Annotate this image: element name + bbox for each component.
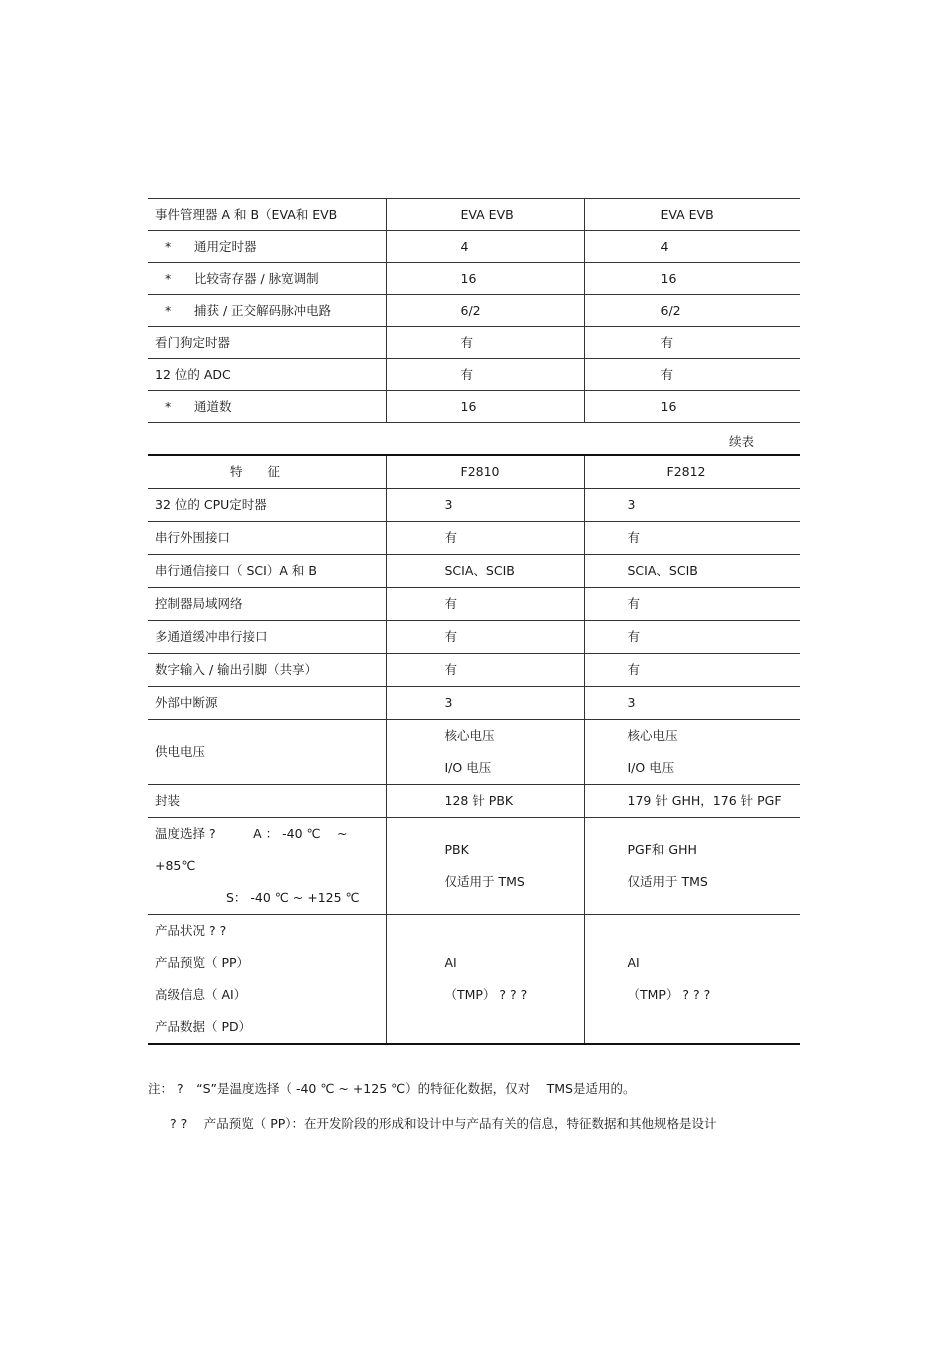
row-label: 多通道缓冲串行接口 xyxy=(148,620,386,653)
row-label-text: 事件管理器 A 和 B（EVA和 EVB xyxy=(155,206,338,222)
row-value-f2812: SCIA、SCIB xyxy=(584,554,800,587)
header-feature: 特 征 xyxy=(148,455,386,488)
table-header-row xyxy=(148,455,800,488)
status-label-pd: 产品数据（ PD） xyxy=(155,1018,252,1034)
row-label: 控制器局域网络 xyxy=(148,587,386,620)
row-label xyxy=(148,327,386,359)
status-label-title: 产品状况 ? ? xyxy=(155,922,227,938)
power-f2812-io: I/O 电压 xyxy=(627,759,675,775)
temperature-f2810-pkg: PBK xyxy=(444,841,469,857)
table-row xyxy=(148,295,800,327)
row-label xyxy=(148,295,386,327)
table-row xyxy=(148,554,800,587)
row-value-f2810: 有 xyxy=(386,359,584,391)
row-value-f2810: 有 xyxy=(386,653,584,686)
table-row-package xyxy=(148,784,800,817)
row-label-text: 12 位的 ADC xyxy=(155,366,231,382)
table-row xyxy=(148,488,800,521)
row-label: 32 位的 CPU定时器 xyxy=(148,488,386,521)
row-label: 串行外围接口 xyxy=(148,521,386,554)
temperature-label-a-cont: +85℃ xyxy=(155,857,196,873)
bullet-mark: * xyxy=(165,302,172,318)
row-label-text: 看门狗定时器 xyxy=(155,334,231,350)
row-value-f2810: 有 xyxy=(386,521,584,554)
row-label-text: 通用定时器 xyxy=(194,238,257,254)
header-f2810: F2810 xyxy=(386,455,584,488)
table-row-temperature xyxy=(148,817,800,914)
continued-label: 续表 xyxy=(729,434,755,449)
table-row xyxy=(148,686,800,719)
power-label: 供电电压 xyxy=(148,719,386,784)
table-row xyxy=(148,653,800,686)
row-value-f2810: 有 xyxy=(386,587,584,620)
bullet-mark: * xyxy=(165,270,172,286)
row-label xyxy=(148,359,386,391)
row-value-f2812: 有 xyxy=(584,521,800,554)
table-row xyxy=(148,391,800,423)
power-f2810-core: 核心电压 xyxy=(444,727,495,743)
temperature-f2810-note: 仅适用于 TMS xyxy=(444,873,525,889)
row-label-text: 通道数 xyxy=(194,398,232,414)
row-label-text: 捕获 / 正交解码脉冲电路 xyxy=(194,302,332,318)
table-row xyxy=(148,359,800,391)
status-f2810-tmp: （TMP） ? ? ? xyxy=(444,986,528,1002)
status-f2810 xyxy=(386,914,584,1044)
temperature-f2812-pkg: PGF和 GHH xyxy=(627,841,697,857)
status-label xyxy=(148,914,386,1044)
row-label: 串行通信接口（ SCI）A 和 B xyxy=(148,554,386,587)
power-f2812-core: 核心电压 xyxy=(627,727,678,743)
row-value-f2812: 有 xyxy=(584,587,800,620)
table-row-status xyxy=(148,914,800,1044)
row-label xyxy=(148,263,386,295)
row-value-f2812: 3 xyxy=(584,686,800,719)
row-label-text: 比较寄存器 / 脉宽调制 xyxy=(194,270,319,286)
row-value-f2810: 6/2 xyxy=(386,295,584,327)
row-value-f2810: EVA EVB xyxy=(386,199,584,231)
features-table-part2 xyxy=(148,454,800,1045)
row-value-f2812: 16 xyxy=(584,263,800,295)
row-label: 数字输入 / 输出引脚（共享） xyxy=(148,653,386,686)
row-label: 外部中断源 xyxy=(148,686,386,719)
note-line-1: 注： ? “S”是温度选择（ -40 ℃ ~ +125 ℃）的特征化数据，仅对 TMS是适用的。 xyxy=(148,1081,636,1096)
status-f2812-tmp: （TMP） ? ? ? xyxy=(627,986,711,1002)
note-line-2: ? ? 产品预览（ PP）：在开发阶段的形成和设计中与产品有关的信息，特征数据和其他规格是设计 xyxy=(170,1116,717,1131)
temperature-label-s: S： -40 ℃ ~ +125 ℃ xyxy=(226,889,360,905)
table-row xyxy=(148,199,800,231)
features-table-part1 xyxy=(148,198,800,423)
table-row xyxy=(148,263,800,295)
row-value-f2812: 有 xyxy=(584,620,800,653)
row-value-f2810: 16 xyxy=(386,391,584,423)
table-row-power xyxy=(148,719,800,784)
bullet-mark: * xyxy=(165,238,172,254)
row-value-f2812: 有 xyxy=(584,653,800,686)
row-value-f2810: 有 xyxy=(386,327,584,359)
power-f2810-io: I/O 电压 xyxy=(444,759,492,775)
table-row xyxy=(148,587,800,620)
package-f2812: 179 针 GHH，176 针 PGF xyxy=(584,784,800,817)
power-f2810 xyxy=(386,719,584,784)
row-value-f2810: 3 xyxy=(386,488,584,521)
row-label xyxy=(148,199,386,231)
bullet-mark: * xyxy=(165,398,172,414)
temperature-f2812 xyxy=(584,817,800,914)
row-value-f2810: 有 xyxy=(386,620,584,653)
package-f2810: 128 针 PBK xyxy=(386,784,584,817)
temperature-label xyxy=(148,817,386,914)
status-label-pp: 产品预览（ PP） xyxy=(155,954,250,970)
table-row xyxy=(148,521,800,554)
temperature-label-a: 温度选择 ? A ： -40 ℃ ~ xyxy=(155,825,348,841)
row-value-f2810: SCIA、SCIB xyxy=(386,554,584,587)
table-row xyxy=(148,620,800,653)
header-f2812: F2812 xyxy=(584,455,800,488)
row-value-f2810: 4 xyxy=(386,231,584,263)
status-f2812 xyxy=(584,914,800,1044)
temperature-f2812-note: 仅适用于 TMS xyxy=(627,873,708,889)
row-value-f2810: 3 xyxy=(386,686,584,719)
row-value-f2812: 16 xyxy=(584,391,800,423)
table-row xyxy=(148,231,800,263)
status-f2812-ai: AI xyxy=(627,954,640,970)
status-f2810-ai: AI xyxy=(444,954,457,970)
row-value-f2812: 4 xyxy=(584,231,800,263)
power-f2812 xyxy=(584,719,800,784)
row-value-f2810: 16 xyxy=(386,263,584,295)
row-label xyxy=(148,231,386,263)
row-label xyxy=(148,391,386,423)
features-table-part2-body xyxy=(148,488,800,719)
row-value-f2812: 有 xyxy=(584,327,800,359)
row-value-f2812: 3 xyxy=(584,488,800,521)
status-label-ai: 高级信息（ AI） xyxy=(155,986,247,1002)
temperature-f2810 xyxy=(386,817,584,914)
features-table-part1-body xyxy=(148,199,800,423)
row-value-f2812: EVA EVB xyxy=(584,199,800,231)
row-value-f2812: 6/2 xyxy=(584,295,800,327)
table-row xyxy=(148,327,800,359)
package-label: 封装 xyxy=(148,784,386,817)
row-value-f2812: 有 xyxy=(584,359,800,391)
